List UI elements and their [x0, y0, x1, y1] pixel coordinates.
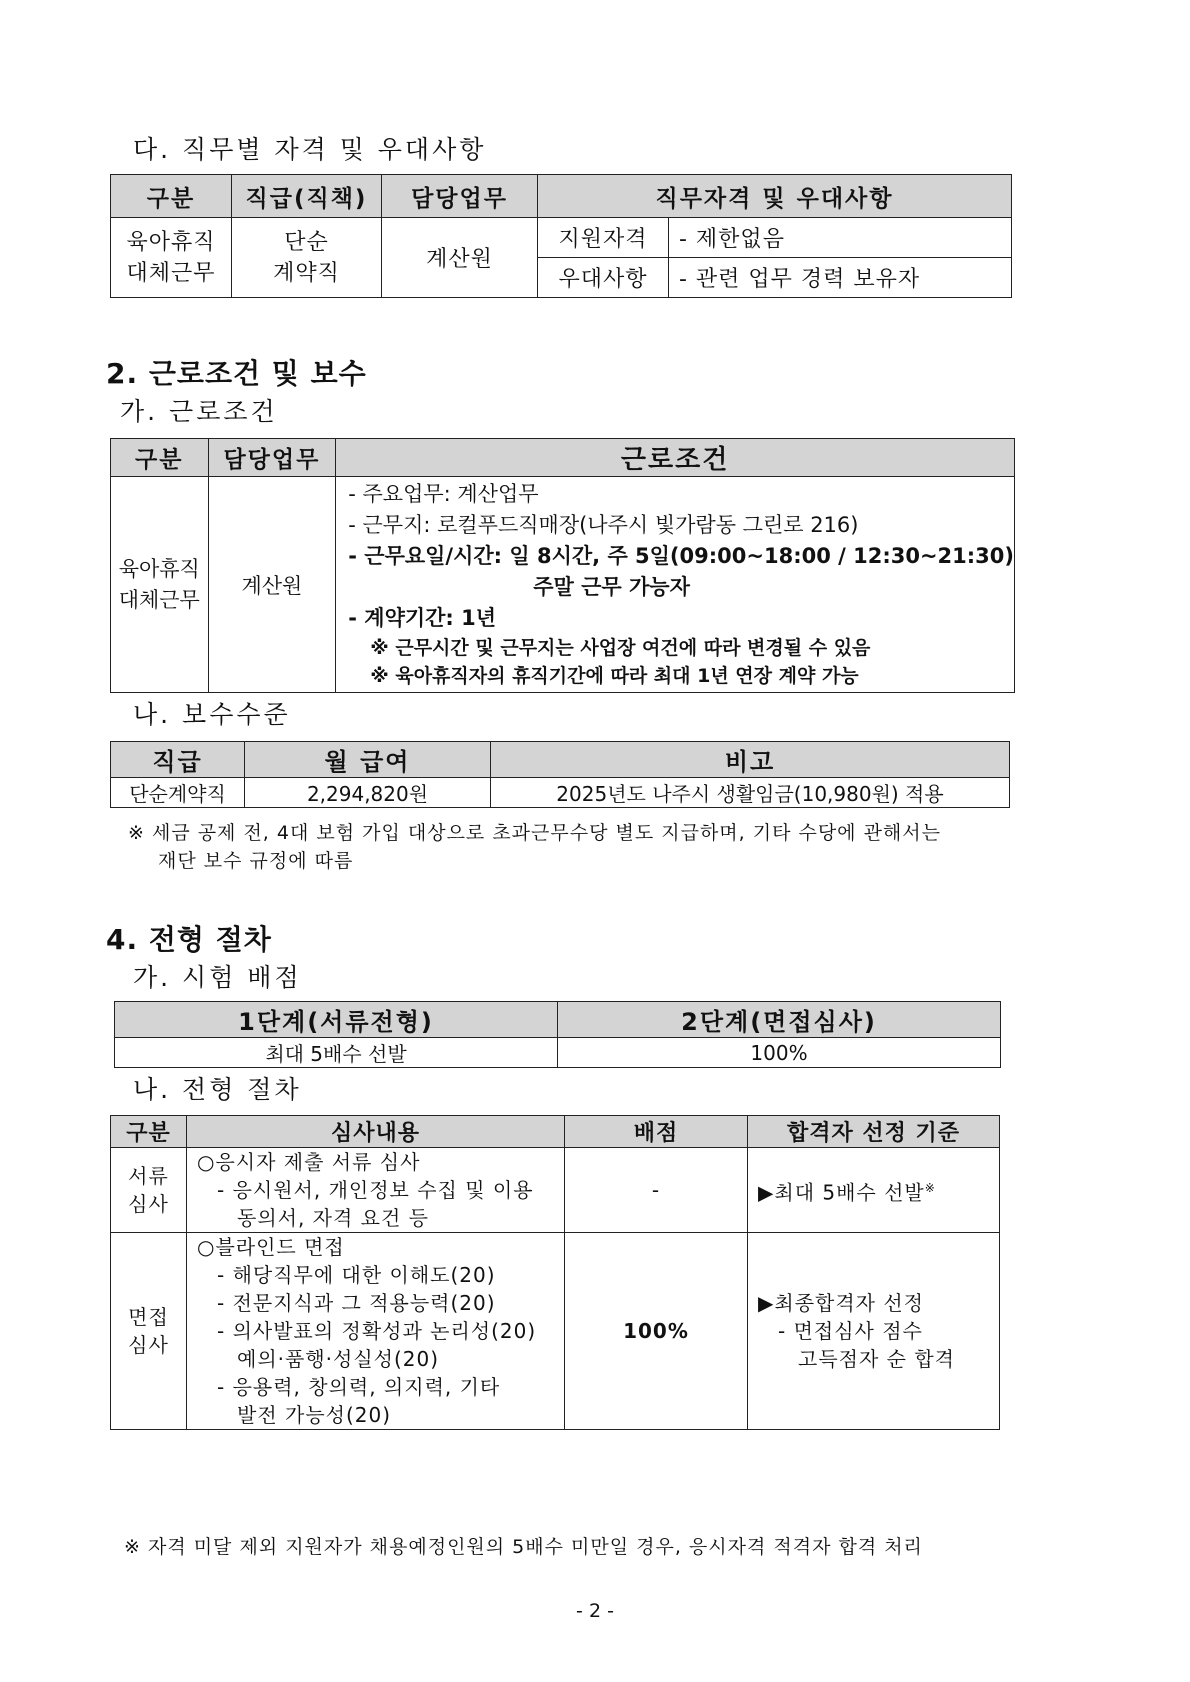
- stage-1-value: 최대 5배수 선발: [115, 1038, 558, 1068]
- page-number: - 2 -: [576, 1600, 614, 1622]
- pref-value: - 관련 업무 경력 보유자: [669, 258, 1012, 298]
- rank-line-2: 계약직: [273, 260, 340, 286]
- section-4-title: 4. 전형 절차: [106, 923, 272, 956]
- header-criteria: 합격자 선정 기준: [748, 1116, 1000, 1148]
- work-conditions-table: [110, 438, 1015, 693]
- category-line-1: 육아휴직: [118, 556, 200, 581]
- rank-cell: [232, 218, 382, 298]
- category-line-2: 심사: [128, 1333, 169, 1357]
- condition-item: - 주요업무: 계산업무: [348, 482, 539, 506]
- pay-note-line-2: 재단 보수 규정에 따름: [158, 850, 354, 872]
- condition-note: ※ 육아휴직자의 휴직기간에 따라 최대 1년 연장 계약 가능: [370, 665, 859, 687]
- criteria-item: ▶최종합격자 선정: [758, 1291, 924, 1315]
- pref-label: 우대사항: [538, 258, 669, 298]
- category-cell: [111, 477, 209, 693]
- duty-cell: 계산원: [382, 218, 538, 298]
- category-line-1: 서류: [128, 1164, 169, 1188]
- table-row: [111, 1148, 1000, 1233]
- row1-criteria: [748, 1148, 1000, 1233]
- header-duty: 담당업무: [208, 439, 336, 477]
- row1-score: -: [565, 1148, 748, 1233]
- pay-rank: 단순계약직: [111, 778, 245, 808]
- pay-note-line-1: ※ 세금 공제 전, 4대 보험 가입 대상으로 초과근무수당 별도 지급하며, 기타 수당에 관해서는: [128, 822, 941, 844]
- score-table: [114, 1001, 1001, 1068]
- condition-item: - 근무지: 로컬푸드직매장(나주시 빛가람동 그린로 216): [348, 513, 859, 537]
- section-2-na-title: 나. 보수수준: [133, 700, 291, 729]
- qualification-table: [110, 174, 1012, 298]
- row1-category: [111, 1148, 187, 1233]
- content-item: 예의·품행·성실성(20): [237, 1347, 440, 1371]
- condition-note: ※ 근무시간 및 근무지는 사업장 여건에 따라 변경될 수 있음: [370, 637, 871, 659]
- content-item: ○블라인드 면접: [197, 1235, 345, 1259]
- criteria-text: ▶최대 5배수 선발: [758, 1180, 925, 1205]
- header-duty: 담당업무: [382, 175, 538, 218]
- header-stage-1: 1단계(서류전형): [115, 1002, 558, 1038]
- section-4-na-title: 나. 전형 절차: [133, 1075, 302, 1104]
- pay-salary: 2,294,820원: [245, 778, 491, 808]
- section-2-ga-title: 가. 근로조건: [120, 397, 278, 426]
- header-rank: 직급: [111, 742, 245, 778]
- conditions-cell: [336, 477, 1015, 693]
- table-row: [111, 1233, 1000, 1430]
- row2-category: [111, 1233, 187, 1430]
- header-category: 구분: [111, 439, 209, 477]
- content-item: - 해당직무에 대한 이해도(20): [217, 1263, 496, 1287]
- pay-remark: 2025년도 나주시 생활임금(10,980원) 적용: [491, 778, 1010, 808]
- section-2-title: 2. 근로조건 및 보수: [106, 357, 367, 390]
- header-category: 구분: [111, 1116, 187, 1148]
- condition-item: - 근무요일/시간: 일 8시간, 주 5일(09:00~18:00 / 12:30~21:30): [348, 544, 1014, 568]
- content-item: - 전문지식과 그 적용능력(20): [217, 1291, 496, 1315]
- category-line-2: 대체근무: [118, 587, 200, 612]
- header-rank: 직급(직책): [232, 175, 382, 218]
- criteria-item: 고득점자 순 합격: [798, 1347, 955, 1371]
- condition-item: 주말 근무 가능자: [533, 575, 690, 599]
- row2-criteria: [748, 1233, 1000, 1430]
- section-da-title: 다. 직무별 자격 및 우대사항: [133, 135, 487, 164]
- section-4-ga-title: 가. 시험 배점: [133, 963, 302, 992]
- pay-table: [110, 741, 1010, 808]
- content-item: - 응시원서, 개인정보 수집 및 이용: [217, 1178, 534, 1202]
- category-line-2: 심사: [128, 1192, 169, 1216]
- row1-content: [187, 1148, 565, 1233]
- qual-label: 지원자격: [538, 218, 669, 258]
- header-qualification: 직무자격 및 우대사항: [538, 175, 1012, 218]
- content-item: - 의사발표의 정확성과 논리성(20): [217, 1319, 537, 1343]
- header-stage-2: 2단계(면접심사): [558, 1002, 1001, 1038]
- header-salary: 월 급여: [245, 742, 491, 778]
- content-item: ○응시자 제출 서류 심사: [197, 1150, 421, 1174]
- header-score: 배점: [565, 1116, 748, 1148]
- criteria-item: - 면접심사 점수: [778, 1319, 923, 1343]
- final-note: ※ 자격 미달 제외 지원자가 채용예정인원의 5배수 미만일 경우, 응시자격 적격자 합격 처리: [124, 1536, 923, 1558]
- content-item: 발전 가능성(20): [237, 1403, 392, 1427]
- header-category: 구분: [111, 175, 232, 218]
- stage-2-value: 100%: [558, 1038, 1001, 1068]
- criteria-mark: ※: [924, 1180, 936, 1195]
- header-conditions: 근로조건: [336, 439, 1015, 477]
- duty-cell: 계산원: [208, 477, 336, 693]
- category-line-1: 면접: [128, 1305, 169, 1329]
- category-cell: [111, 218, 232, 298]
- qual-value: - 제한없음: [669, 218, 1012, 258]
- category-line-1: 육아휴직: [126, 229, 216, 255]
- content-item: - 응용력, 창의력, 의지력, 기타: [217, 1375, 501, 1399]
- rank-line-1: 단순: [284, 229, 329, 255]
- category-line-2: 대체근무: [126, 260, 216, 286]
- row2-content: [187, 1233, 565, 1430]
- condition-item: - 계약기간: 1년: [348, 606, 497, 630]
- procedure-table: [110, 1115, 1000, 1430]
- header-remark: 비고: [491, 742, 1010, 778]
- content-item: 동의서, 자격 요건 등: [237, 1206, 429, 1230]
- row2-score: 100%: [565, 1233, 748, 1430]
- header-content: 심사내용: [187, 1116, 565, 1148]
